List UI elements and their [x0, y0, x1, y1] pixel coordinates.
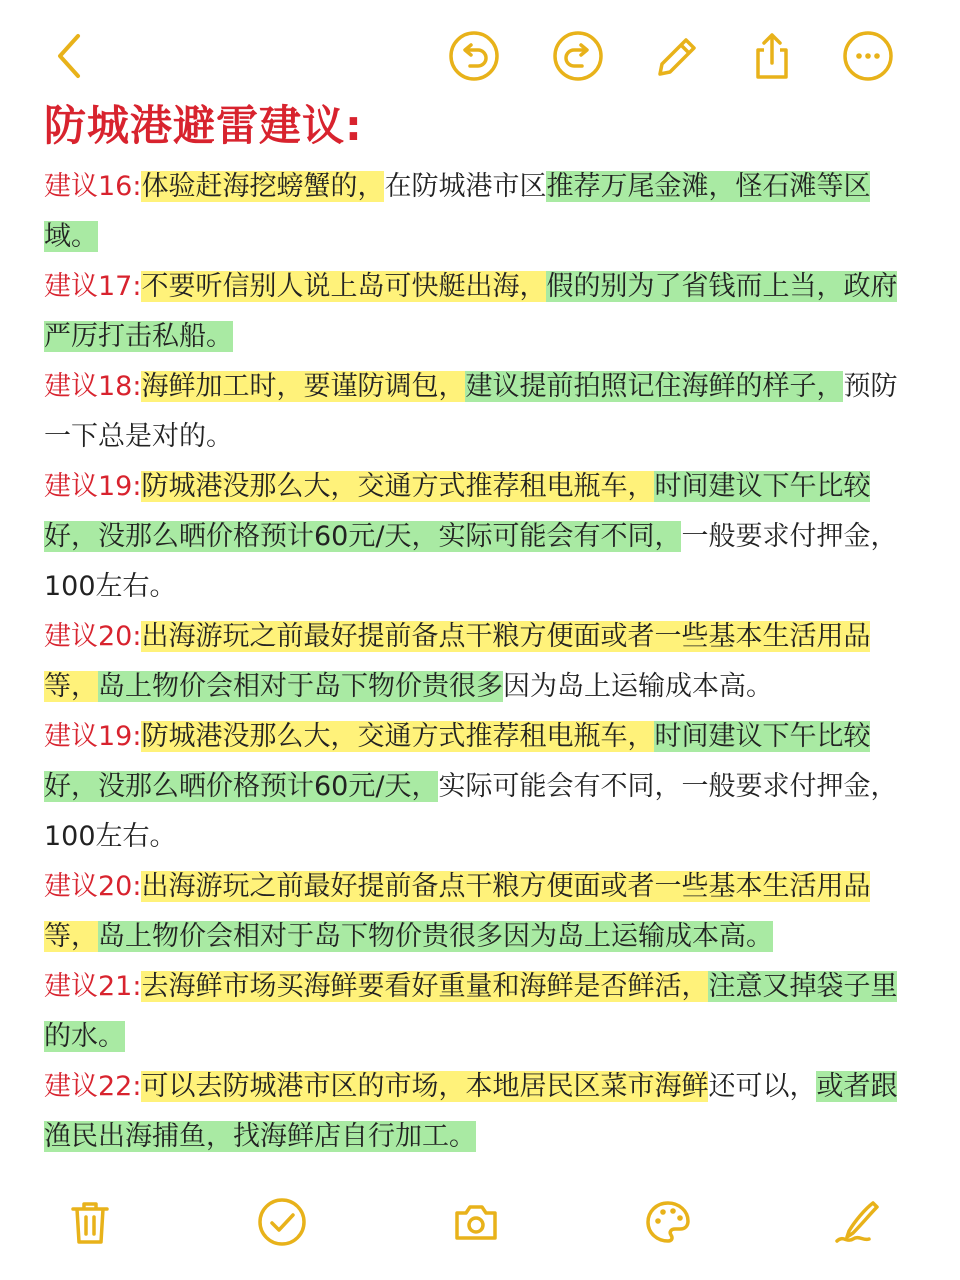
palette-button[interactable] — [636, 1190, 700, 1254]
plain-text: 预防一下总是对的。 — [44, 371, 898, 452]
redo-button[interactable] — [550, 28, 606, 84]
undo-button[interactable] — [446, 28, 502, 84]
highlight-yellow: 出海游玩之前最好提前备点干粮方便面或者一些基本生活用品等， — [44, 871, 871, 952]
more-icon — [842, 30, 894, 82]
tip-label: 建议20: — [44, 871, 142, 902]
highlight-yellow: 可以去防城港市区的市场，本地居民区菜市海鲜 — [141, 1071, 709, 1102]
tip-label: 建议21: — [44, 971, 142, 1002]
tip-label: 建议19: — [44, 721, 142, 752]
plain-text: 实际可能会有不同，一般要求付押金，100左右。 — [44, 771, 898, 852]
paragraph — [44, 962, 916, 1062]
palette-icon — [643, 1197, 693, 1247]
plain-text: 还可以， — [708, 1071, 817, 1102]
highlight-green: 建议提前拍照记住海鲜的样子， — [465, 371, 844, 402]
pencil-icon — [650, 30, 702, 82]
camera-icon — [451, 1197, 501, 1247]
trash-icon — [65, 1197, 115, 1247]
highlight-green: 注意又掉袋子里的水。 — [44, 971, 898, 1052]
highlight-green: 岛上物价会相对于岛下物价贵很多因为岛上运输成本高。 — [98, 921, 773, 952]
top-toolbar — [0, 0, 960, 100]
tip-label: 建议19: — [44, 471, 142, 502]
tip-label: 建议17: — [44, 271, 142, 302]
more-button[interactable] — [840, 28, 896, 84]
paragraph — [44, 162, 916, 262]
highlight-yellow: 体验赶海挖螃蟹的， — [141, 171, 385, 202]
undo-icon — [448, 30, 500, 82]
paragraph — [44, 362, 916, 462]
markup-button[interactable] — [826, 1190, 890, 1254]
highlight-green: 时间建议下午比较好，没那么晒价格预计60元/天， — [44, 721, 871, 802]
highlight-yellow: 不要听信别人说上岛可快艇出海， — [141, 271, 547, 302]
highlight-green: 时间建议下午比较好，没那么晒价格预计60元/天，实际可能会有不同， — [44, 471, 871, 552]
highlight-green: 或者跟渔民出海捕鱼，找海鲜店自行加工。 — [44, 1071, 898, 1152]
highlight-yellow: 防城港没那么大，交通方式推荐租电瓶车， — [141, 471, 655, 502]
checklist-icon — [257, 1197, 307, 1247]
camera-button[interactable] — [444, 1190, 508, 1254]
back-button[interactable] — [42, 28, 98, 84]
share-button[interactable] — [744, 28, 800, 84]
share-icon — [746, 30, 798, 82]
chevron-left-icon — [44, 30, 96, 82]
note-body[interactable] — [44, 162, 916, 1162]
highlight-yellow: 出海游玩之前最好提前备点干粮方便面或者一些基本生活用品等， — [44, 621, 871, 702]
signature-icon — [833, 1197, 883, 1247]
note-title: 防城港避雷建议: — [44, 101, 363, 150]
tip-label: 建议22: — [44, 1071, 142, 1102]
highlight-yellow: 防城港没那么大，交通方式推荐租电瓶车， — [141, 721, 655, 752]
plain-text: 一般要求付押金，100左右。 — [44, 521, 898, 602]
highlight-yellow: 海鲜加工时，要谨防调包， — [141, 371, 466, 402]
tip-label: 建议18: — [44, 371, 142, 402]
paragraph — [44, 712, 916, 862]
paragraph — [44, 612, 916, 712]
highlight-green: 假的别为了省钱而上当，政府严厉打击私船。 — [44, 271, 898, 352]
redo-icon — [552, 30, 604, 82]
tip-label: 建议20: — [44, 621, 142, 652]
highlight-yellow: 去海鲜市场买海鲜要看好重量和海鲜是否鲜活， — [141, 971, 709, 1002]
paragraph — [44, 462, 916, 612]
highlight-green: 岛上物价会相对于岛下物价贵很多 — [98, 671, 503, 702]
plain-text: 在防城港市区 — [384, 171, 547, 202]
highlight-green: 推荐万尾金滩，怪石滩等区域。 — [44, 171, 871, 252]
paragraph — [44, 262, 916, 362]
delete-button[interactable] — [58, 1190, 122, 1254]
paragraph — [44, 1062, 916, 1162]
paragraph — [44, 862, 916, 962]
edit-button[interactable] — [648, 28, 704, 84]
bottom-toolbar — [0, 1190, 960, 1260]
plain-text: 因为岛上运输成本高。 — [503, 671, 773, 702]
checklist-button[interactable] — [250, 1190, 314, 1254]
tip-label: 建议16: — [44, 171, 142, 202]
